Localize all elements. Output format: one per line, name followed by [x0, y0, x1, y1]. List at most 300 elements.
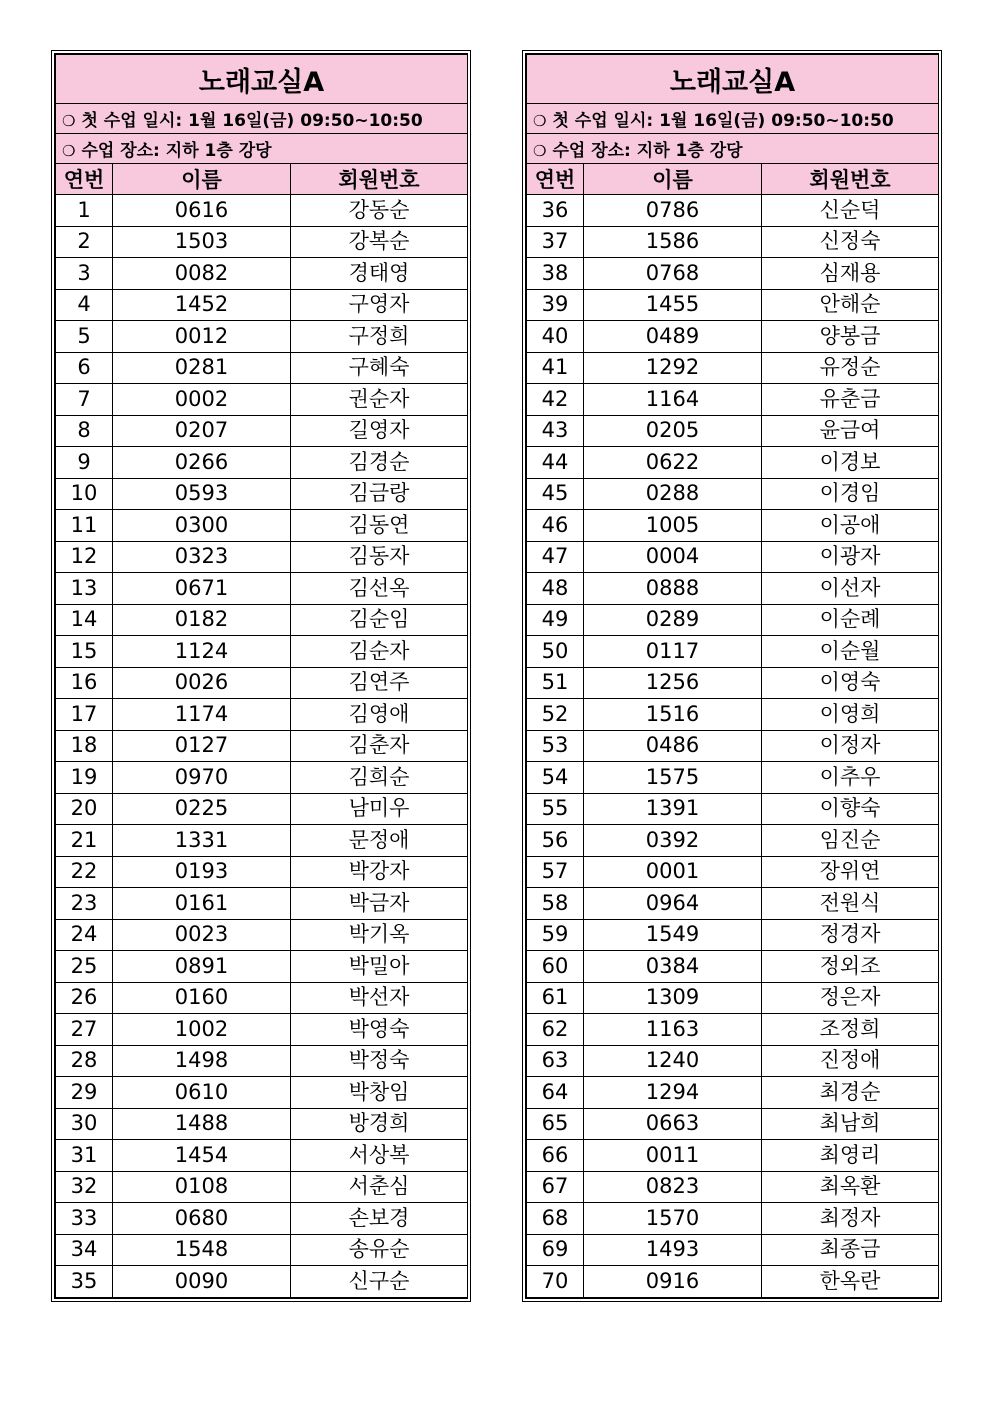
table-row	[527, 604, 939, 636]
table-row	[527, 699, 939, 731]
table-row	[56, 699, 468, 731]
cell-member-id: 박선자	[291, 982, 468, 1014]
cell-name: 0663	[584, 1108, 762, 1140]
table-row	[527, 1108, 939, 1140]
cell-number: 23	[56, 888, 113, 920]
cell-member-id: 경태영	[291, 258, 468, 290]
cell-number: 63	[527, 1045, 584, 1077]
table-row	[56, 447, 468, 479]
cell-member-id: 양봉금	[762, 321, 939, 353]
cell-name: 1498	[113, 1045, 291, 1077]
cell-name: 1575	[584, 762, 762, 794]
cell-member-id: 길영자	[291, 415, 468, 447]
column-header-number: 연번	[56, 164, 113, 195]
cell-number: 3	[56, 258, 113, 290]
cell-name: 1586	[584, 226, 762, 258]
cell-member-id: 최옥환	[762, 1171, 939, 1203]
cell-name: 0916	[584, 1266, 762, 1298]
class-place-info	[56, 134, 468, 164]
cell-name: 0266	[113, 447, 291, 479]
cell-name: 0001	[584, 856, 762, 888]
cell-name: 0593	[113, 478, 291, 510]
cell-name: 0205	[584, 415, 762, 447]
cell-name: 1240	[584, 1045, 762, 1077]
cell-member-id: 강동순	[291, 195, 468, 227]
cell-name: 0610	[113, 1077, 291, 1109]
table-row	[527, 510, 939, 542]
cell-member-id: 박기옥	[291, 919, 468, 951]
cell-number: 14	[56, 604, 113, 636]
cell-number: 59	[527, 919, 584, 951]
cell-number: 68	[527, 1203, 584, 1235]
table-row	[527, 762, 939, 794]
table-row	[527, 447, 939, 479]
cell-name: 1331	[113, 825, 291, 857]
cell-member-id: 신순덕	[762, 195, 939, 227]
cell-member-id: 권순자	[291, 384, 468, 416]
cell-name: 0160	[113, 982, 291, 1014]
table-row	[527, 888, 939, 920]
cell-member-id: 이정자	[762, 730, 939, 762]
cell-number: 12	[56, 541, 113, 573]
cell-number: 65	[527, 1108, 584, 1140]
table-row	[56, 289, 468, 321]
cell-name: 0225	[113, 793, 291, 825]
cell-number: 40	[527, 321, 584, 353]
table-row	[56, 352, 468, 384]
cell-member-id: 김순임	[291, 604, 468, 636]
table-row	[56, 573, 468, 605]
cell-member-id: 서상복	[291, 1140, 468, 1172]
cell-member-id: 최정자	[762, 1203, 939, 1235]
table-row	[56, 195, 468, 227]
table-row	[56, 982, 468, 1014]
table-row	[56, 825, 468, 857]
cell-name: 1163	[584, 1014, 762, 1046]
cell-name: 1002	[113, 1014, 291, 1046]
cell-member-id: 구영자	[291, 289, 468, 321]
cell-member-id: 김영애	[291, 699, 468, 731]
table-row	[56, 1108, 468, 1140]
cell-member-id: 정은자	[762, 982, 939, 1014]
cell-member-id: 최경순	[762, 1077, 939, 1109]
table-row	[56, 510, 468, 542]
table-row	[56, 1014, 468, 1046]
cell-member-id: 이영희	[762, 699, 939, 731]
cell-number: 2	[56, 226, 113, 258]
cell-member-id: 김경순	[291, 447, 468, 479]
class-place-text: 수업 장소: 지하 1층 강당	[81, 141, 272, 161]
cell-member-id: 김선옥	[291, 573, 468, 605]
table-row	[56, 1077, 468, 1109]
cell-name: 0127	[113, 730, 291, 762]
cell-name: 0193	[113, 856, 291, 888]
cell-name: 1548	[113, 1234, 291, 1266]
table-row	[527, 478, 939, 510]
cell-name: 0207	[113, 415, 291, 447]
cell-number: 5	[56, 321, 113, 353]
cell-number: 36	[527, 195, 584, 227]
table-row	[56, 604, 468, 636]
cell-member-id: 신구순	[291, 1266, 468, 1298]
table-row	[56, 951, 468, 983]
table-row	[527, 289, 939, 321]
cell-member-id: 김동연	[291, 510, 468, 542]
cell-name: 0161	[113, 888, 291, 920]
circle-outline-icon: ❍	[62, 112, 76, 130]
cell-name: 0011	[584, 1140, 762, 1172]
cell-number: 52	[527, 699, 584, 731]
cell-member-id: 조정희	[762, 1014, 939, 1046]
cell-number: 20	[56, 793, 113, 825]
cell-number: 56	[527, 825, 584, 857]
cell-number: 16	[56, 667, 113, 699]
cell-member-id: 이순월	[762, 636, 939, 668]
cell-name: 1516	[584, 699, 762, 731]
cell-number: 4	[56, 289, 113, 321]
cell-number: 26	[56, 982, 113, 1014]
table-row	[527, 1171, 939, 1203]
cell-name: 0090	[113, 1266, 291, 1298]
cell-number: 55	[527, 793, 584, 825]
table-row	[56, 384, 468, 416]
cell-member-id: 장위연	[762, 856, 939, 888]
cell-name: 0486	[584, 730, 762, 762]
cell-number: 57	[527, 856, 584, 888]
cell-name: 0117	[584, 636, 762, 668]
cell-number: 31	[56, 1140, 113, 1172]
cell-member-id: 강복순	[291, 226, 468, 258]
cell-name: 1292	[584, 352, 762, 384]
column-header-name: 이름	[584, 164, 762, 195]
cell-name: 1452	[113, 289, 291, 321]
cell-name: 1503	[113, 226, 291, 258]
cell-name: 0300	[113, 510, 291, 542]
cell-number: 38	[527, 258, 584, 290]
cell-member-id: 심재용	[762, 258, 939, 290]
class-time-info	[527, 104, 939, 134]
table-row	[527, 195, 939, 227]
cell-number: 11	[56, 510, 113, 542]
cell-name: 0289	[584, 604, 762, 636]
circle-outline-icon: ❍	[533, 112, 547, 130]
table-row	[56, 1203, 468, 1235]
cell-name: 0288	[584, 478, 762, 510]
cell-member-id: 김금랑	[291, 478, 468, 510]
cell-name: 0384	[584, 951, 762, 983]
table-row	[527, 1014, 939, 1046]
cell-number: 10	[56, 478, 113, 510]
class-place-text: 수업 장소: 지하 1층 강당	[552, 141, 743, 161]
cell-name: 1164	[584, 384, 762, 416]
cell-member-id: 정경자	[762, 919, 939, 951]
cell-member-id: 한옥란	[762, 1266, 939, 1298]
cell-member-id: 구정희	[291, 321, 468, 353]
cell-name: 0891	[113, 951, 291, 983]
roster-panel-right	[522, 50, 942, 1302]
cell-member-id: 정외조	[762, 951, 939, 983]
panel-title: 노래교실A	[527, 55, 939, 104]
cell-member-id: 이경임	[762, 478, 939, 510]
cell-number: 8	[56, 415, 113, 447]
cell-number: 70	[527, 1266, 584, 1298]
cell-member-id: 최영리	[762, 1140, 939, 1172]
cell-name: 1174	[113, 699, 291, 731]
table-row	[527, 226, 939, 258]
cell-member-id: 이공애	[762, 510, 939, 542]
roster-table	[526, 54, 939, 1298]
cell-member-id: 박금자	[291, 888, 468, 920]
cell-number: 61	[527, 982, 584, 1014]
cell-name: 0671	[113, 573, 291, 605]
cell-member-id: 이추우	[762, 762, 939, 794]
cell-number: 7	[56, 384, 113, 416]
table-row	[527, 1203, 939, 1235]
cell-number: 35	[56, 1266, 113, 1298]
column-header-member-id: 회원번호	[762, 164, 939, 195]
table-row	[527, 1140, 939, 1172]
cell-number: 45	[527, 478, 584, 510]
cell-name: 1549	[584, 919, 762, 951]
table-row	[56, 793, 468, 825]
table-row	[527, 1266, 939, 1298]
table-row	[527, 982, 939, 1014]
cell-number: 21	[56, 825, 113, 857]
cell-number: 64	[527, 1077, 584, 1109]
column-header-member-id: 회원번호	[291, 164, 468, 195]
cell-member-id: 윤금여	[762, 415, 939, 447]
cell-member-id: 김순자	[291, 636, 468, 668]
cell-number: 51	[527, 667, 584, 699]
roster-panel-left	[51, 50, 471, 1302]
cell-number: 29	[56, 1077, 113, 1109]
cell-number: 24	[56, 919, 113, 951]
table-row	[56, 1171, 468, 1203]
cell-name: 0012	[113, 321, 291, 353]
table-row	[527, 384, 939, 416]
cell-member-id: 안해순	[762, 289, 939, 321]
cell-member-id: 문정애	[291, 825, 468, 857]
cell-name: 1309	[584, 982, 762, 1014]
table-row	[56, 1234, 468, 1266]
cell-number: 50	[527, 636, 584, 668]
cell-name: 1005	[584, 510, 762, 542]
table-row	[527, 415, 939, 447]
cell-name: 1570	[584, 1203, 762, 1235]
table-row	[527, 352, 939, 384]
cell-number: 48	[527, 573, 584, 605]
cell-number: 46	[527, 510, 584, 542]
cell-member-id: 유춘금	[762, 384, 939, 416]
panel-title: 노래교실A	[56, 55, 468, 104]
table-row	[56, 888, 468, 920]
cell-number: 54	[527, 762, 584, 794]
table-row	[56, 1045, 468, 1077]
cell-number: 25	[56, 951, 113, 983]
cell-member-id: 신정숙	[762, 226, 939, 258]
cell-number: 44	[527, 447, 584, 479]
cell-number: 58	[527, 888, 584, 920]
circle-outline-icon: ❍	[533, 142, 547, 160]
cell-member-id: 박밀아	[291, 951, 468, 983]
cell-name: 1294	[584, 1077, 762, 1109]
table-row	[56, 762, 468, 794]
cell-number: 53	[527, 730, 584, 762]
cell-name: 0323	[113, 541, 291, 573]
table-row	[527, 919, 939, 951]
cell-name: 0888	[584, 573, 762, 605]
table-row	[527, 793, 939, 825]
cell-name: 1493	[584, 1234, 762, 1266]
cell-name: 1488	[113, 1108, 291, 1140]
cell-member-id: 김연주	[291, 667, 468, 699]
column-header-number: 연번	[527, 164, 584, 195]
cell-name: 1124	[113, 636, 291, 668]
cell-name: 1256	[584, 667, 762, 699]
cell-number: 62	[527, 1014, 584, 1046]
cell-number: 41	[527, 352, 584, 384]
cell-member-id: 남미우	[291, 793, 468, 825]
cell-name: 0004	[584, 541, 762, 573]
cell-number: 34	[56, 1234, 113, 1266]
cell-name: 1391	[584, 793, 762, 825]
cell-number: 47	[527, 541, 584, 573]
table-row	[56, 541, 468, 573]
cell-member-id: 송유순	[291, 1234, 468, 1266]
cell-member-id: 김춘자	[291, 730, 468, 762]
cell-member-id: 박창임	[291, 1077, 468, 1109]
cell-name: 0023	[113, 919, 291, 951]
cell-name: 0970	[113, 762, 291, 794]
table-row	[527, 951, 939, 983]
cell-name: 0964	[584, 888, 762, 920]
table-row	[56, 730, 468, 762]
table-row	[56, 478, 468, 510]
cell-name: 0489	[584, 321, 762, 353]
cell-name: 0002	[113, 384, 291, 416]
table-row	[527, 1077, 939, 1109]
roster-rows	[56, 195, 468, 1298]
cell-number: 37	[527, 226, 584, 258]
cell-member-id: 김희순	[291, 762, 468, 794]
cell-number: 32	[56, 1171, 113, 1203]
table-row	[56, 258, 468, 290]
class-time-text: 첫 수업 일시: 1월 16일(금) 09:50~10:50	[552, 111, 894, 131]
table-row	[527, 825, 939, 857]
cell-name: 0026	[113, 667, 291, 699]
cell-member-id: 박정숙	[291, 1045, 468, 1077]
cell-number: 27	[56, 1014, 113, 1046]
cell-number: 17	[56, 699, 113, 731]
table-row	[56, 321, 468, 353]
roster-table	[55, 54, 468, 1298]
cell-name: 0108	[113, 1171, 291, 1203]
cell-member-id: 임진순	[762, 825, 939, 857]
cell-name: 1454	[113, 1140, 291, 1172]
cell-number: 19	[56, 762, 113, 794]
cell-member-id: 구혜숙	[291, 352, 468, 384]
column-header-name: 이름	[113, 164, 291, 195]
table-row	[527, 856, 939, 888]
cell-name: 0082	[113, 258, 291, 290]
cell-number: 39	[527, 289, 584, 321]
cell-number: 15	[56, 636, 113, 668]
table-row	[527, 321, 939, 353]
table-row	[56, 415, 468, 447]
cell-name: 0182	[113, 604, 291, 636]
table-row	[56, 667, 468, 699]
cell-member-id: 최종금	[762, 1234, 939, 1266]
cell-number: 43	[527, 415, 584, 447]
cell-name: 0680	[113, 1203, 291, 1235]
table-row	[527, 667, 939, 699]
cell-member-id: 이선자	[762, 573, 939, 605]
cell-member-id: 전원식	[762, 888, 939, 920]
cell-member-id: 방경희	[291, 1108, 468, 1140]
table-row	[56, 856, 468, 888]
cell-name: 1455	[584, 289, 762, 321]
cell-number: 49	[527, 604, 584, 636]
cell-member-id: 진정애	[762, 1045, 939, 1077]
table-row	[527, 1045, 939, 1077]
cell-member-id: 서춘심	[291, 1171, 468, 1203]
cell-number: 42	[527, 384, 584, 416]
class-place-info	[527, 134, 939, 164]
cell-name: 0616	[113, 195, 291, 227]
table-row	[527, 258, 939, 290]
cell-number: 60	[527, 951, 584, 983]
cell-member-id: 박영숙	[291, 1014, 468, 1046]
cell-member-id: 김동자	[291, 541, 468, 573]
cell-name: 0768	[584, 258, 762, 290]
cell-member-id: 이순례	[762, 604, 939, 636]
table-row	[527, 730, 939, 762]
cell-number: 13	[56, 573, 113, 605]
cell-member-id: 이영숙	[762, 667, 939, 699]
cell-number: 28	[56, 1045, 113, 1077]
cell-name: 0786	[584, 195, 762, 227]
table-row	[56, 226, 468, 258]
cell-number: 1	[56, 195, 113, 227]
table-row	[56, 636, 468, 668]
cell-member-id: 이광자	[762, 541, 939, 573]
table-row	[527, 541, 939, 573]
cell-number: 67	[527, 1171, 584, 1203]
cell-name: 0392	[584, 825, 762, 857]
cell-number: 69	[527, 1234, 584, 1266]
circle-outline-icon: ❍	[62, 142, 76, 160]
cell-member-id: 손보경	[291, 1203, 468, 1235]
roster-rows	[527, 195, 939, 1298]
cell-number: 66	[527, 1140, 584, 1172]
table-row	[56, 1140, 468, 1172]
cell-name: 0622	[584, 447, 762, 479]
cell-number: 22	[56, 856, 113, 888]
class-time-info	[56, 104, 468, 134]
cell-name: 0823	[584, 1171, 762, 1203]
table-row	[527, 1234, 939, 1266]
table-row	[56, 1266, 468, 1298]
cell-number: 18	[56, 730, 113, 762]
class-time-text: 첫 수업 일시: 1월 16일(금) 09:50~10:50	[81, 111, 423, 131]
cell-number: 9	[56, 447, 113, 479]
cell-number: 6	[56, 352, 113, 384]
cell-number: 33	[56, 1203, 113, 1235]
cell-name: 0281	[113, 352, 291, 384]
cell-member-id: 이향숙	[762, 793, 939, 825]
cell-member-id: 박강자	[291, 856, 468, 888]
cell-member-id: 이경보	[762, 447, 939, 479]
